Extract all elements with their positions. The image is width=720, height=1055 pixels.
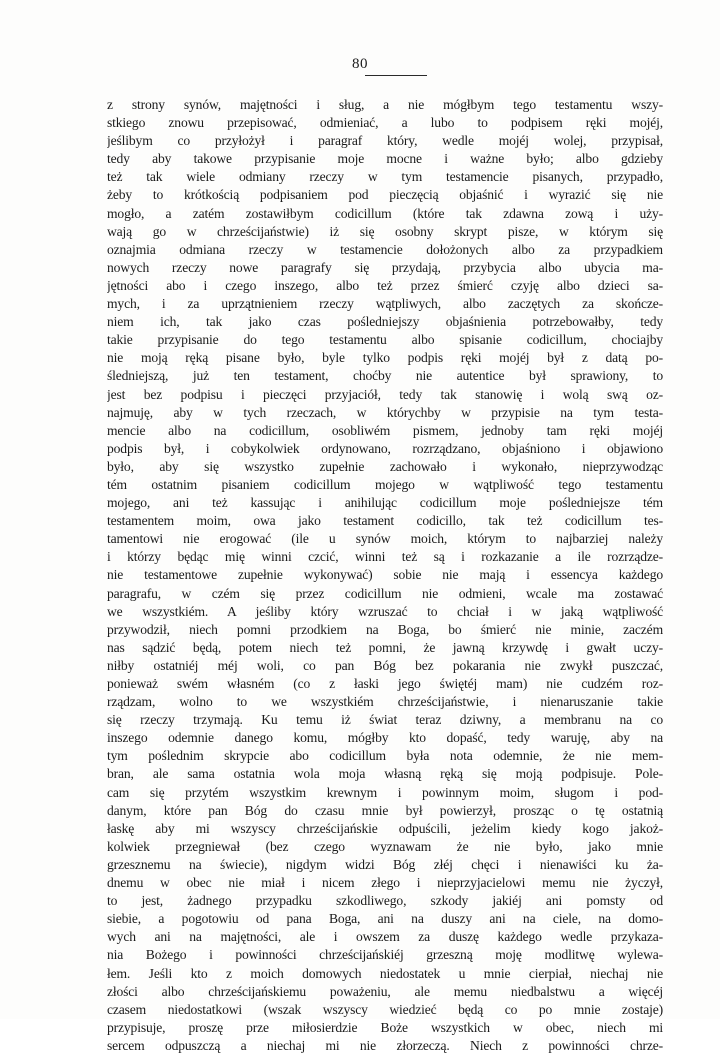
text-line: wają go w chrześcijaństwie) iż się osobny skrypt pisze, w którym się [107, 223, 663, 239]
body-text [107, 96, 663, 1055]
text-line: tamentowi nie erogować (ile u synów moich, którym to najbarziej należy [107, 531, 663, 547]
text-line: z strony synów, majętności i sług, a nie mógłbym tego testamentu wszy- [107, 97, 663, 112]
text-line: ponieważ swém własném (co z łaski jego świętéj mam) nie cudzém roz- [107, 676, 663, 691]
text-line: stkiego znowu przepisować, odmieniać, a lubo to podpisem ręki mojéj, [107, 115, 663, 131]
text-line: kolwiek przegniewał (bez czego wyznawam że nie było, jako mnie [107, 838, 663, 854]
text-line: we wszystkiém. A jeśliby który wzruszać to chciał i w jaką wątpliwość [107, 603, 663, 619]
text-line: inszego odemnie danego komu, mógłby kto dopaść, tedy waruję, aby na [107, 730, 663, 746]
text-line: siebie, a pogotowiu od pana Boga, ani na duszy ani na ciele, na domo- [107, 911, 663, 927]
text-line: dnemu w obec nie miał i nicem złego i nieprzyjacielowi memu nie życzył, [107, 875, 663, 891]
text-line: danym, które pan Bóg do czasu mnie był powierzył, prosząc o tę ostatnią [107, 802, 663, 818]
text-line: złości albo chrześcijańskiemu poważeniu, ale memu niedbalstwu a więcéj [107, 983, 663, 999]
text-line: nia Bożego i powinności chrześcijańskiéj grzeszną moję modlitwę wylewa- [107, 947, 663, 963]
text-line: rządzam, wolno to we wszystkiém chrześcijaństwie, i nienaruszanie takie [107, 694, 663, 710]
text-line: nie testamentowe zupełnie wykonywać) sobie nie mają i essencya każdego [107, 567, 663, 583]
text-line: bran, ale sama ostatnia wola moja własną ręką się moją podpisuje. Pole- [107, 766, 663, 782]
page-number: 80 [352, 56, 368, 72]
text-line: śledniejszą, już ten testament, choćby nie autentice był sprawiony, to [107, 368, 663, 384]
text-line: podpis był, i cobykolwiek ordynowano, rozrządzano, objaśniono i objawiono [107, 440, 663, 456]
text-line: łaskę aby mi wszyscy chrześcijańskie odpuścili, jeżelim kiedy kogo jakoż- [107, 820, 663, 836]
text-line: łem. Jeśli kto z moich domowych niedostatek u mnie cierpiał, niechaj nie [107, 965, 663, 981]
text-line: i którzy będąc mię winni czcić, winni też są i rozkazanie a ile rozrządze- [107, 549, 663, 565]
text-line: czasem niedostatkowi (wszak wszyscy wiedzieć będą co po mnie zostaje) [107, 1001, 663, 1017]
text-line: jeślibym co przyłożył i paragraf który, wedle mojéj wolej, przypisał, [107, 133, 663, 149]
text-line: przypisuje, proszę prze miłosierdzie Boże wszystkich w obec, niech mi [107, 1019, 663, 1035]
text-line: sercem odpuszczą a niechaj mi nie złorzeczą. Niech z powinności chrze- [107, 1037, 663, 1053]
text-line: to jest, żadnego przypadku szkodliwego, szkody jakiéj ani pomsty od [107, 893, 663, 909]
text-line: najmuję, aby w tych rzeczach, w którychby w przypisie na tym testa- [107, 404, 663, 420]
text-line: jętności abo i czego inszego, albo też przez śmierć czyję albo dzieci sa- [107, 277, 663, 293]
text-line: wych ani na majętności, ale i owszem za duszę każdego wedle przykaza- [107, 929, 663, 945]
text-line: mych, i za uprzątnieniem rzeczy wątpliwych, albo zaczętych za skończe- [107, 296, 663, 312]
text-line: przywodził, niech pomni przodkiem na Boga, bo śmierć nie minie, zaczém [107, 621, 663, 637]
text-line: było, aby się wszystko zupełnie zachowało i wykonało, nieprzywodząc [107, 458, 663, 474]
text-line: nowych rzeczy nowe paragrafy się przydają, przybycia albo ubycia ma- [107, 259, 663, 275]
text-line: tym poślednim skrypcie abo codicillum była nota odemnie, że nie mem- [107, 748, 663, 764]
text-line: niem ich, tak jako czas pośledniejszy objaśnienia potrzebowałby, tedy [107, 314, 663, 330]
text-line: jest bez podpisu i pieczęci przyjaciół, tedy tak stanowię i wolą swą oz- [107, 386, 663, 402]
text-line: mencie albo na codicillum, osobliwém pismem, jednoby tam ręki mojéj [107, 422, 663, 438]
text-line: się rzeczy trzymają. Ku temu iż świat teraz dziwny, a membranu na co [107, 712, 663, 728]
text-line: mogło, a zatém zostawiłbym codicillum (które tak zdawna zową i uży- [107, 205, 663, 221]
text-line: nas sądzić będą, potem niech też pomni, że jawną krzywdę i gwałt uczy- [107, 639, 663, 655]
text-line: takie przypisanie do tego testamentu albo spisanie codicillum, chociajby [107, 332, 663, 348]
text-line: cam się przytém wszystkim krewnym i powinnym moim, sługom i pod- [107, 784, 663, 800]
text-line: żeby to krótkością podpisaniem pod pieczęcią objaśnić i wyrazić się nie [107, 187, 663, 203]
text-line: testamentem moim, owa jako testament codicillo, tak też codicillum tes- [107, 513, 663, 529]
page-number-rule [365, 75, 427, 76]
text-line: mojego, ani też kassując i anihilując codicillum moje pośledniejsze tém [107, 495, 663, 511]
text-line: paragrafu, w czém się przez codicillum nie odmieni, wcale ma zostawać [107, 585, 663, 601]
text-line: tedy aby takowe przypisanie moje mocne i ważne było; albo gdzieby [107, 151, 663, 167]
text-line: oznajmia odmiana rzeczy w testamencie dołożonych albo za przypadkiem [107, 241, 663, 257]
text-line: tém ostatnim pisaniem codicillum mojego w wątpliwość tego testamentu [107, 476, 663, 492]
text-line: nie moją ręką pisane było, byle tylko podpis ręki mojéj był z datą po- [107, 350, 663, 366]
text-line: grzesznemu na świecie), nigdym widzi Bóg złéj chęci i nienawiści ku ża- [107, 856, 663, 872]
text-line: też tak wiele odmiany rzeczy w tym testamencie pisanych, przypadło, [107, 169, 663, 185]
text-line: niłby ostatniéj méj woli, co pan Bóg bez pokarania nie zwykł puszczać, [107, 657, 663, 673]
